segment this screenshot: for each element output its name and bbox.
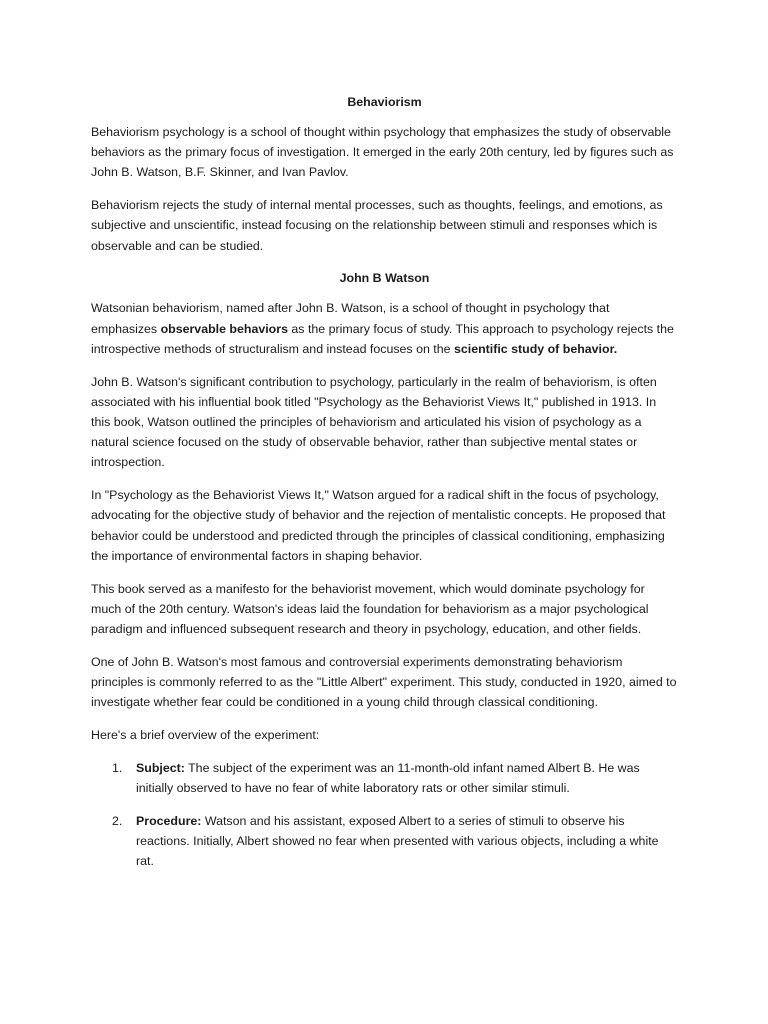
book-paragraph: John B. Watson's significant contribution to psychology, particularly in the realm of behaviorism, is often associated with his influential book titled "Psychology as the Behaviorist Views It," published in 1913. In this book, Watson outlined the principles of behaviorism and articulated his vision of psychology as a natural science focused on the study of observable behavior, rather than subjective mental states or introspection. <box>91 374 657 470</box>
experiment-list <box>91 758 678 872</box>
little-albert-paragraph: One of John B. Watson's most famous and controversial experiments demonstrating behaviorism principles is commonly referred to as the "Little Albert" experiment. This study, conducted in 1920, aimed to investigate whether fear could be conditioned in a young child through classical conditioning. <box>91 654 677 710</box>
list-item <box>91 758 678 798</box>
argument-paragraph: In "Psychology as the Behaviorist Views It," Watson argued for a radical shift in the focus of psychology, advocating for the objective study of behavior and the rejection of mentalistic concepts. He proposed that behavior could be understood and predicted through the principles of classical conditioning, emphasizing the importance of environmental factors in shaping behavior. <box>91 488 666 563</box>
watsonian-bold-2: scientific study of behavior. <box>453 341 618 356</box>
list-item <box>91 811 678 872</box>
list-item-label: Subject: <box>136 760 185 775</box>
watsonian-bold-1: observable behaviors <box>160 321 288 336</box>
list-item-text: The subject of the experiment was an 11-month-old infant named Albert B. He was initially observed to have no fear of white laboratory rats or other similar stimuli. <box>136 760 640 796</box>
watsonian-paragraph <box>91 298 678 359</box>
document-title: Behaviorism <box>347 95 422 109</box>
intro-paragraph-1: Behaviorism psychology is a school of thought within psychology that emphasizes the study of observable behaviors as the primary focus of investigation. It emerged in the early 20th century, led by figures such as John B. Watson, B.F. Skinner, and Ivan Pavlov. <box>91 125 674 180</box>
list-item-text: Watson and his assistant, exposed Albert to a series of stimuli to observe his reactions. Initially, Albert showed no fear when presented with various objects, including a white rat. <box>136 813 659 869</box>
document-content <box>91 92 678 884</box>
manifesto-paragraph: This book served as a manifesto for the behaviorist movement, which would dominate psychology for much of the 20th century. Watson's ideas laid the foundation for behaviorism as a major psychological paradigm and influenced subsequent research and theory in psychology, education, and other fields. <box>91 581 649 637</box>
watsonian-text-1: Watsonian behaviorism, named after John B. Watson, is a school of thought in psychology that emphasizes <box>91 301 610 336</box>
section-title-watson: John B Watson <box>339 271 430 286</box>
list-item-number: 2. <box>112 813 123 828</box>
list-item-label: Procedure: <box>136 813 202 828</box>
watsonian-text-2: as the primary focus of study. This approach to psychology rejects the introspective methods of structuralism and instead focuses on the <box>91 321 674 356</box>
intro-paragraph-2: Behaviorism rejects the study of internal mental processes, such as thoughts, feelings, and emotions, as subjective and unscientific, instead focusing on the relationship between stimuli and responses which is observable and can be studied. <box>91 198 663 253</box>
list-item-number: 1. <box>112 760 123 775</box>
overview-intro-paragraph: Here's a brief overview of the experiment: <box>91 728 320 743</box>
